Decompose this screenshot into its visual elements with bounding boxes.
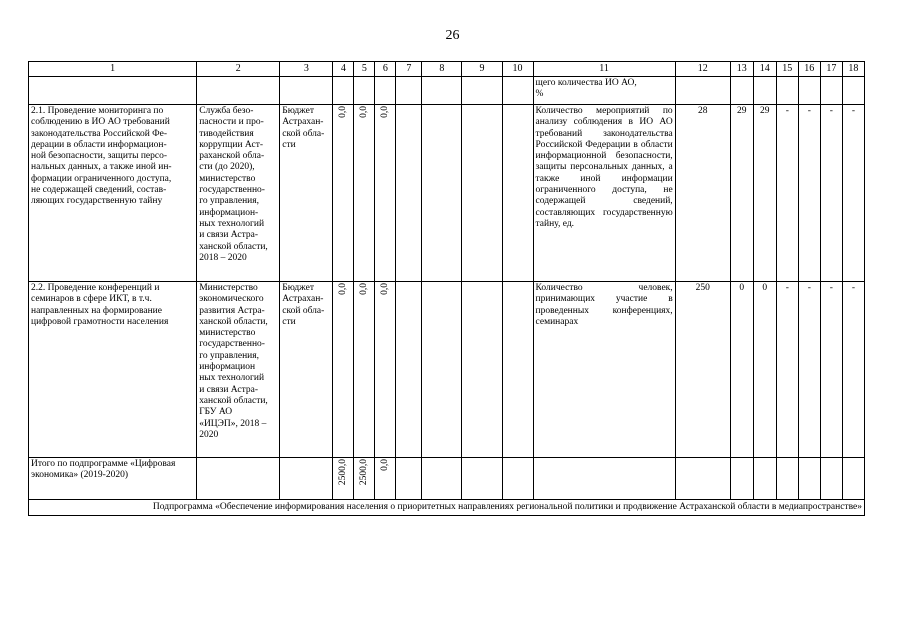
funding-total: 0,0 <box>337 106 348 118</box>
indicator-value: - <box>842 282 864 458</box>
funding-2019: 0,0 <box>358 106 369 118</box>
funding-2020: 0,0 <box>379 106 390 118</box>
indicator-value: - <box>776 105 798 282</box>
indicator-value: 28 <box>675 105 730 282</box>
continuation-row <box>29 77 865 105</box>
program-table <box>28 61 865 516</box>
continuation-indicator: щего количества ИО АО, % <box>533 77 675 105</box>
column-number-row <box>29 62 865 77</box>
funding-total: 0,0 <box>337 283 348 295</box>
activity-name: 2.2. Проведение конференций и семинаров в сфере ИКТ, в т.ч. направленных на формирование цифровой грамотности населения <box>29 282 197 458</box>
indicator-value: - <box>820 105 842 282</box>
subprogram-title: Подпрограмма «Обеспечение информирования населения о приоритетных направлениях региональной политики и продвижение Астраханской области в медиапространстве» <box>29 500 865 516</box>
indicator-value: - <box>820 282 842 458</box>
col-header-4: 4 <box>333 62 354 77</box>
indicator-value: - <box>842 105 864 282</box>
subprogram-row <box>29 500 865 516</box>
col-header-3: 3 <box>280 62 333 77</box>
indicator-value: 0 <box>730 282 753 458</box>
col-header-10: 10 <box>502 62 533 77</box>
funding-source: Бюджет Астрахан- ской обла- сти <box>280 282 333 458</box>
activity-name: 2.1. Проведение мониторинга по соблюдению в ИО АО требований законодательства Российской Фе- дерации в области информацион- ной безопасности, защиты персо- нальных данных, а также иной ин- формации ограниченного доступа, не содержащей сведений, состав- ляющих государственную тайну <box>29 105 197 282</box>
col-header-8: 8 <box>422 62 462 77</box>
total-label: Итого по подпрограмме «Цифровая экономика» (2019-2020) <box>29 458 197 500</box>
indicator-name: Количество мероприятий по анализу соблюдения в ИО АО требований законодательства Российской Федерации в области информационной безопасности, защиты персональных данных, а также иной информации ограниченного доступа, не содержащей сведений, составляющих государственную тайну, ед. <box>533 105 675 282</box>
col-header-17: 17 <box>820 62 842 77</box>
total-funding-total: 2500,0 <box>337 459 348 486</box>
col-header-2: 2 <box>197 62 280 77</box>
col-header-18: 18 <box>842 62 864 77</box>
total-row <box>29 458 865 500</box>
table-row <box>29 105 865 282</box>
col-header-16: 16 <box>798 62 820 77</box>
indicator-value: 29 <box>753 105 776 282</box>
col-header-7: 7 <box>396 62 422 77</box>
indicator-name: Количество человек, принимающих участие в проведенных конференциях, семинарах <box>533 282 675 458</box>
indicator-value: - <box>798 282 820 458</box>
col-header-6: 6 <box>375 62 396 77</box>
col-header-12: 12 <box>675 62 730 77</box>
col-header-15: 15 <box>776 62 798 77</box>
col-header-13: 13 <box>730 62 753 77</box>
funding-2020: 0,0 <box>379 283 390 295</box>
total-funding-2020: 0,0 <box>379 459 390 471</box>
indicator-value: - <box>776 282 798 458</box>
indicator-value: - <box>798 105 820 282</box>
col-header-11: 11 <box>533 62 675 77</box>
col-header-5: 5 <box>354 62 375 77</box>
funding-2019: 0,0 <box>358 283 369 295</box>
table-row <box>29 282 865 458</box>
funding-source: Бюджет Астрахан- ской обла- сти <box>280 105 333 282</box>
page-number: 26 <box>445 28 460 43</box>
total-funding-2019: 2500,0 <box>358 459 369 486</box>
indicator-value: 29 <box>730 105 753 282</box>
indicator-value: 250 <box>675 282 730 458</box>
executor: Служба безо- пасности и про- тиводействия коррупции Аст- раханской обла- сти (до 2020), министерство государственно- го управления, информацион- ных технологий и связи Астра- ханской области, 2018 – 2020 <box>197 105 280 282</box>
col-header-9: 9 <box>462 62 502 77</box>
executor: Министерство экономического развития Астра- ханской области, министерство государственно- го управления, информацион ных технологий и связи Астра- ханской области, ГБУ АО «ИЦЭП», 2018 – 2020 <box>197 282 280 458</box>
col-header-14: 14 <box>753 62 776 77</box>
col-header-1: 1 <box>29 62 197 77</box>
indicator-value: 0 <box>753 282 776 458</box>
